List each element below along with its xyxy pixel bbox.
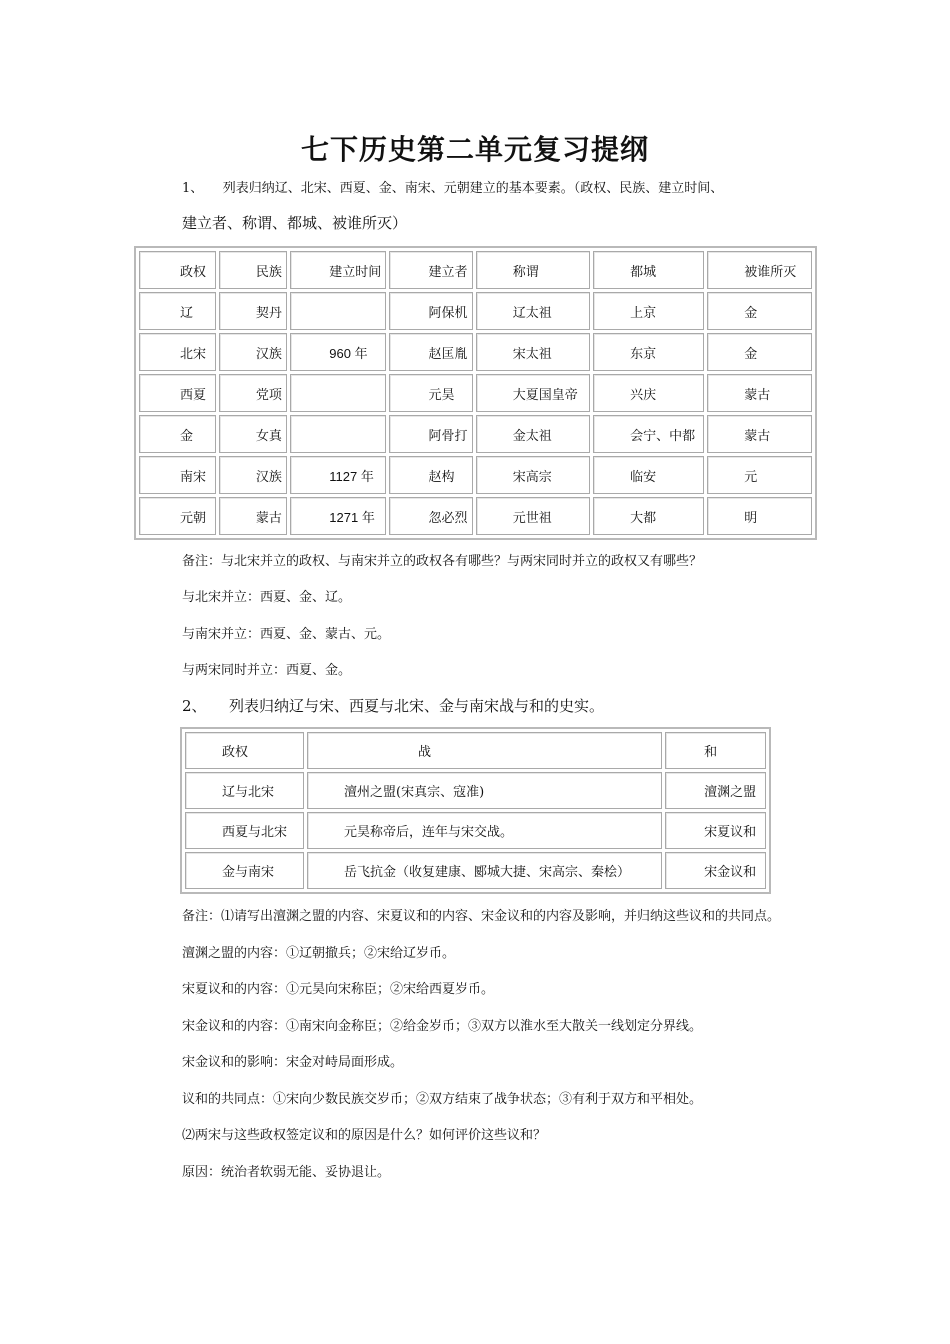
table-cell: 宋高宗: [476, 456, 590, 494]
table-cell: 契丹: [219, 292, 287, 330]
header-cell: 被谁所灭: [707, 251, 812, 289]
table-row: [185, 772, 766, 809]
header-cell: 政权: [185, 732, 304, 769]
table-row: [139, 292, 812, 330]
table-cell: 会宁、中都: [593, 415, 704, 453]
table-cell: 党项: [219, 374, 287, 412]
table-row: [139, 497, 812, 535]
header-cell: 战: [307, 732, 662, 769]
table-cell: 上京: [593, 292, 704, 330]
table-row: [139, 333, 812, 371]
table-cell: 汉族: [219, 456, 287, 494]
table-cell: 阿骨打: [389, 415, 472, 453]
table-cell: 赵匡胤: [389, 333, 472, 371]
table-cell: 1127 年: [290, 456, 386, 494]
header-cell: 民族: [219, 251, 287, 289]
header-cell: 建立者: [389, 251, 472, 289]
table-cell: 东京: [593, 333, 704, 371]
table-cell: 大都: [593, 497, 704, 535]
table-cell: 金: [707, 333, 812, 371]
table-cell: 元昊称帝后，连年与宋交战。: [307, 812, 662, 849]
header-cell: 都城: [593, 251, 704, 289]
table-header-row: [139, 251, 812, 289]
page-title: 七下历史第二单元复习提纲: [300, 133, 649, 166]
table-cell: 宋太祖: [476, 333, 590, 371]
table-cell: 西夏: [139, 374, 216, 412]
table-cell: [290, 292, 386, 330]
note-2: 备注：⑴请写出澶渊之盟的内容、宋夏议和的内容、宋金议和的内容及影响，并归纳这些议和的共同点。: [182, 909, 781, 924]
table-cell: 金: [139, 415, 216, 453]
header-cell: 和: [665, 732, 766, 769]
header-cell: 建立时间: [290, 251, 386, 289]
table-cell: 辽: [139, 292, 216, 330]
table-cell: 赵构: [389, 456, 472, 494]
table-cell: 汉族: [219, 333, 287, 371]
table-cell: [290, 415, 386, 453]
table-cell: 大夏国皇帝: [476, 374, 590, 412]
note-1-answer-a: 与北宋并立：西夏、金、辽。: [182, 590, 352, 605]
table-cell: 金: [707, 292, 812, 330]
table-cell: 金与南宋: [185, 852, 304, 889]
table-cell: 辽太祖: [476, 292, 590, 330]
table-cell: 元世祖: [476, 497, 590, 535]
table-row: [139, 415, 812, 453]
table-cell: 宋金议和: [665, 852, 766, 889]
table-row: [185, 812, 766, 849]
note-2-line-f: ⑵两宋与这些政权签定议和的原因是什么？如何评价这些议和？: [182, 1128, 547, 1143]
note-1-answer-c: 与两宋同时并立：西夏、金。: [182, 663, 352, 678]
table-cell: 蒙古: [219, 497, 287, 535]
note-2-line-e: 议和的共同点：①宋向少数民族交岁币；②双方结束了战争状态；③有利于双方和平相处。: [182, 1092, 703, 1107]
war-peace-table: [180, 727, 771, 894]
table-cell: 明: [707, 497, 812, 535]
table-row: [185, 852, 766, 889]
table-cell: [290, 374, 386, 412]
note-2-line-c: 宋金议和的内容：①南宋向金称臣；②给金岁币；③双方以淮水至大散关一线划定分界线。: [182, 1019, 703, 1034]
table-cell: 1271 年: [290, 497, 386, 535]
table-cell: 西夏与北宋: [185, 812, 304, 849]
question-1-line-1: 1、 列表归纳辽、北宋、西夏、金、南宋、元朝建立的基本要素。（政权、民族、建立时间、: [182, 181, 724, 196]
note-2-line-a: 澶渊之盟的内容：①辽朝撤兵；②宋给辽岁币。: [182, 946, 456, 961]
table-cell: 女真: [219, 415, 287, 453]
note-1-answer-b: 与南宋并立：西夏、金、蒙古、元。: [182, 627, 391, 642]
table-cell: 岳飞抗金（收复建康、郾城大捷、宋高宗、秦桧）: [307, 852, 662, 889]
table-cell: 宋夏议和: [665, 812, 766, 849]
table-cell: 澶州之盟(宋真宗、寇准): [307, 772, 662, 809]
question-1-line-2: 建立者、称谓、都城、被谁所灭）: [182, 214, 408, 232]
table-row: [139, 374, 812, 412]
table-cell: 元朝: [139, 497, 216, 535]
table-cell: 澶渊之盟: [665, 772, 766, 809]
table-cell: 南宋: [139, 456, 216, 494]
table-row: [139, 456, 812, 494]
regimes-table: [134, 246, 817, 540]
header-cell: 政权: [139, 251, 216, 289]
table-cell: 960 年: [290, 333, 386, 371]
table-cell: 临安: [593, 456, 704, 494]
table-cell: 元昊: [389, 374, 472, 412]
table-cell: 北宋: [139, 333, 216, 371]
question-2: 2、 列表归纳辽与宋、西夏与北宋、金与南宋战与和的史实。: [182, 697, 605, 715]
note-2-line-g: 原因：统治者软弱无能、妥协退让。: [182, 1165, 391, 1180]
note-2-line-b: 宋夏议和的内容：①元昊向宋称臣；②宋给西夏岁币。: [182, 982, 495, 997]
table-cell: 辽与北宋: [185, 772, 304, 809]
note-2-line-d: 宋金议和的影响：宋金对峙局面形成。: [182, 1055, 404, 1070]
note-1: 备注：与北宋并立的政权、与南宋并立的政权各有哪些？与两宋同时并立的政权又有哪些？: [182, 554, 703, 569]
table-header-row: [185, 732, 766, 769]
table-cell: 金太祖: [476, 415, 590, 453]
table-cell: 蒙古: [707, 374, 812, 412]
table-cell: 忽必烈: [389, 497, 472, 535]
table-cell: 蒙古: [707, 415, 812, 453]
header-cell: 称谓: [476, 251, 590, 289]
table-cell: 阿保机: [389, 292, 472, 330]
table-cell: 兴庆: [593, 374, 704, 412]
table-cell: 元: [707, 456, 812, 494]
